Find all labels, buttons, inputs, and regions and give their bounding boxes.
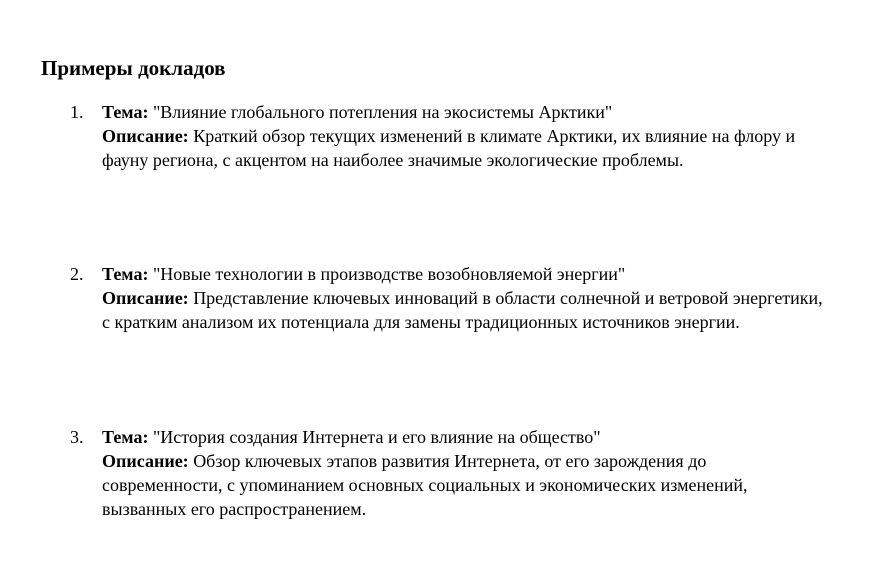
description-label: Описание:	[102, 288, 189, 308]
description-text: Обзор ключевых этапов развития Интернета, от его зарождения до современности, с упоминанием основных социальных и экономических изменений, вызванных его распространением.	[102, 451, 748, 519]
list-item-number: 2.	[70, 264, 84, 284]
list-item	[70, 425, 830, 521]
topic-text: "Влияние глобального потепления на экосистемы Арктики"	[152, 102, 613, 122]
description-label: Описание:	[102, 451, 189, 471]
list-item	[70, 262, 830, 334]
description-label: Описание:	[102, 126, 189, 146]
list-item-body	[102, 100, 830, 172]
list-item	[70, 100, 830, 172]
list-item-number: 3.	[70, 427, 84, 447]
description-line	[102, 124, 830, 172]
description-line	[102, 286, 830, 334]
description-text: Представление ключевых инноваций в области солнечной и ветровой энергетики, с кратким анализом их потенциала для замены традиционных источников энергии.	[102, 288, 823, 332]
list-item-number: 1.	[70, 102, 84, 122]
topic-label: Тема:	[102, 102, 149, 122]
topic-line	[102, 262, 830, 286]
description-line	[102, 449, 830, 521]
list-item-body	[102, 425, 830, 521]
topic-text: "Новые технологии в производстве возобновляемой энергии"	[152, 264, 626, 284]
topic-line	[102, 100, 830, 124]
topic-text: "История создания Интернета и его влияние на общество"	[152, 427, 601, 447]
document-heading: Примеры докладов	[41, 56, 226, 80]
topic-label: Тема:	[102, 427, 149, 447]
description-text: Краткий обзор текущих изменений в климате Арктики, их влияние на флору и фауну региона, с акцентом на наиболее значимые экологические проблемы.	[102, 126, 796, 170]
topic-label: Тема:	[102, 264, 149, 284]
list-item-body	[102, 262, 830, 334]
topic-line	[102, 425, 830, 449]
